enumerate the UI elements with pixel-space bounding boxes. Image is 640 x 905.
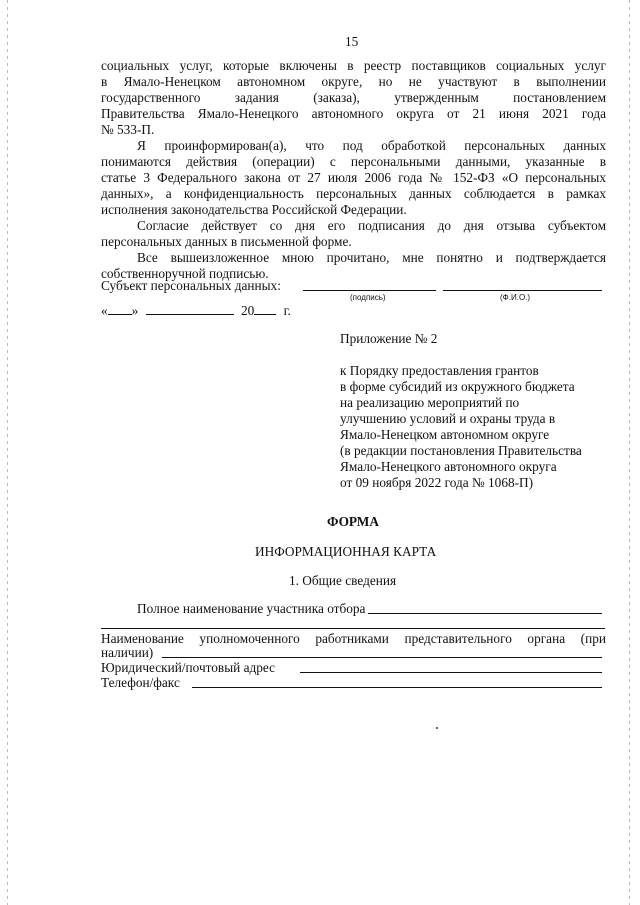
rep-body-label: Наименование уполномоченного работниками представительного органа (при [101,631,606,646]
scan-speck [436,727,438,729]
year-suffix: г. [283,303,291,318]
signature-caption: (подпись) [350,293,386,302]
page-number: 15 [345,34,359,49]
appendix-line: Ямало-Ненецком автономном округе [340,427,550,442]
rep-body-input-line[interactable] [162,657,602,658]
full-name-caption: (Ф.И.О.) [500,293,531,302]
month-blank[interactable] [146,302,234,315]
date-open-quote: « [101,303,108,318]
full-name-input-line[interactable] [368,613,602,614]
consent-line: государственного задания (заказа), утвержденным постановлением [101,90,606,105]
appendix-line: (в редакции постановления Правительства [340,443,582,458]
consent-line: социальных услуг, которые включены в реестр поставщиков социальных услуг [101,58,606,73]
date-field [101,302,291,319]
signature-label: Субъект персональных данных: [101,278,281,293]
year-prefix: 20 [240,303,255,318]
consent-line: данных», а конфиденциальность персональных данных соблюдается в рамках [101,186,606,201]
consent-line: персональных данных в письменной форме. [101,234,352,249]
appendix-title: Приложение № 2 [340,331,438,346]
consent-line: статье 3 Федерального закона от 27 июля 2006 года № 152-ФЗ «О персональных [101,170,606,185]
date-close-quote: » [131,303,139,318]
appendix-line: в форме субсидий из окружного бюджета [340,379,575,394]
consent-line: Я проинформирован(а), что под обработкой персональных данных [137,138,606,153]
appendix-line: к Порядку предоставления грантов [340,363,539,378]
consent-line: понимаются действия (операции) с персональными данными, указанные в [101,154,606,169]
full-name-continuation-line[interactable] [101,628,605,629]
appendix-line: улучшению условий и охраны труда в [340,411,556,426]
form-heading: ФОРМА [327,514,379,529]
consent-line: Все вышеизложенное мною прочитано, мне понятно и подтверждается [137,250,606,265]
consent-line: Правительства Ямало-Ненецкого автономного округа от 21 июня 2021 года [101,106,606,121]
page-edge-left [7,0,8,905]
day-blank[interactable] [108,302,132,315]
phone-input-line[interactable] [192,687,602,688]
consent-line: Согласие действует со дня его подписания до дня отзыва субъектом [137,218,606,233]
appendix-line: от 09 ноября 2022 года № 1068-П) [340,475,534,490]
consent-line: в Ямало-Ненецком автономном округе, но не участвуют в выполнении [101,74,606,89]
phone-label: Телефон/факс [101,675,180,690]
rep-body-label-cont: наличии) [101,645,154,660]
consent-line: собственноручной подписью. [101,266,269,281]
full-name-label: Полное наименование участника отбора [137,601,366,616]
address-input-line[interactable] [300,672,602,673]
full-name-line[interactable] [443,290,602,291]
year-blank[interactable] [254,302,276,315]
section-title: 1. Общие сведения [289,573,397,588]
appendix-line: на реализацию мероприятий по [340,395,520,410]
consent-line: исполнения законодательства Российской Федерации. [101,202,407,217]
page-edge-right [629,0,630,905]
signature-line[interactable] [303,290,436,291]
appendix-line: Ямало-Ненецкого автономного округа [340,459,557,474]
address-label: Юридический/почтовый адрес [101,660,276,675]
form-subheading: ИНФОРМАЦИОННАЯ КАРТА [255,544,437,559]
consent-line: № 533-П. [101,122,155,137]
